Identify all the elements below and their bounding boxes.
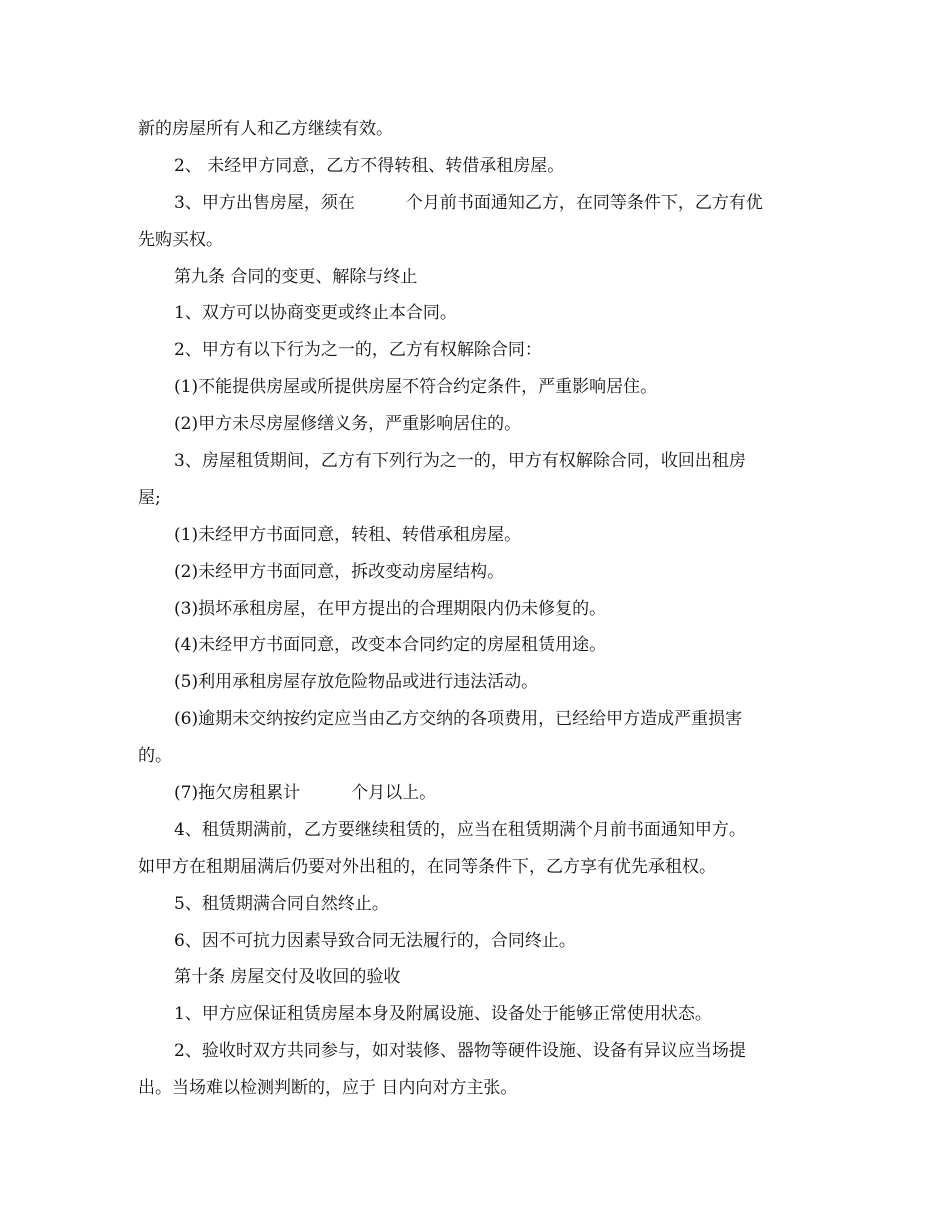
text-line: 出。当场难以检测判断的，应于 日内向对方主张。 <box>138 1078 518 1099</box>
text-line: 2、甲方有以下行为之一的，乙方有权解除合同： <box>174 340 542 361</box>
document-body <box>138 114 810 1110</box>
text-line: 6、因不可抗力因素导致合同无法履行的，合同终止。 <box>174 930 576 951</box>
text-line: (3)损坏承租房屋，在甲方提出的合理期限内仍未修复的。 <box>174 598 607 619</box>
text-line: 2、 未经甲方同意，乙方不得转租、转借承租房屋。 <box>174 155 565 176</box>
text-line: 先购买权。 <box>138 229 223 250</box>
text-line: 新的房屋所有人和乙方继续有效。 <box>138 119 393 139</box>
section-heading: 第九条 合同的变更、解除与终止 <box>174 266 418 287</box>
text-line: 1、双方可以协商变更或终止本合同。 <box>174 303 457 324</box>
text-line: (2)甲方未尽房屋修缮义务，严重影响居住的。 <box>174 414 522 435</box>
text-line: (5)利用承租房屋存放危险物品或进行违法活动。 <box>174 672 539 693</box>
section-heading: 第十条 房屋交付及收回的验收 <box>174 967 401 988</box>
text-line: (4)未经甲方书面同意，改变本合同约定的房屋租赁用途。 <box>174 635 607 656</box>
text-line: 2、验收时双方共同参与，如对装修、器物等硬件设施、设备有异议应当场提 <box>174 1041 746 1062</box>
text-line: (1)不能提供房屋或所提供房屋不符合约定条件，严重影响居住。 <box>174 377 658 398</box>
text-line: (7)拖欠房租累计 个月以上。 <box>174 783 437 804</box>
text-line: 3、房屋租赁期间，乙方有下列行为之一的，甲方有权解除合同，收回出租房 <box>174 451 746 472</box>
text-line: (6)逾期未交纳按约定应当由乙方交纳的各项费用，已经给甲方造成严重损害 <box>174 709 743 730</box>
text-line: 屋; <box>138 487 161 508</box>
text-line: 5、租赁期满合同自然终止。 <box>174 893 389 914</box>
text-line: 1、甲方应保证租赁房屋本身及附属设施、设备处于能够正常使用状态。 <box>174 1004 712 1025</box>
text-line: (2)未经甲方书面同意，拆改变动房屋结构。 <box>174 561 505 582</box>
text-line: 4、租赁期满前，乙方要继续租赁的，应当在租赁期满个月前书面通知甲方。 <box>174 819 746 840</box>
text-line: (1)未经甲方书面同意，转租、转借承租房屋。 <box>174 524 522 545</box>
text-line: 如甲方在租期届满后仍要对外出租的，在同等条件下，乙方享有优先承租权。 <box>138 856 716 877</box>
text-line: 3、甲方出售房屋，须在 个月前书面通知乙方，在同等条件下，乙方有优 <box>174 192 763 213</box>
text-line: 的。 <box>138 746 172 767</box>
